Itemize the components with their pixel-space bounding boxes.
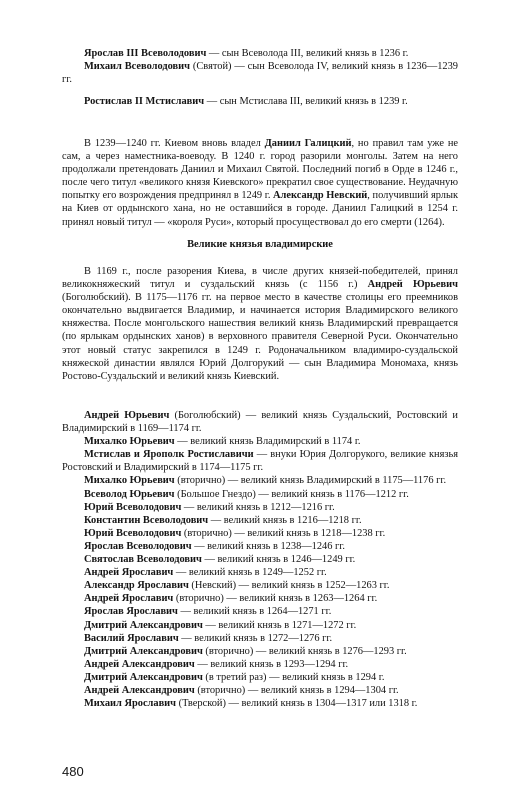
ruler-desc: — великий князь в 1212—1216 гг. [181,501,335,513]
ruler-desc: (Большое Гнездо) — великий князь в 1176—1212 гг. [174,488,409,500]
ruler-desc: (в третий раз) — великий князь в 1294 г. [202,671,385,683]
ruler-name: Василий Ярославич [84,632,179,644]
ruler-desc: — сын Мстислава III, великий князь в 1239 г. [204,96,408,108]
ruler-desc: — сын Всеволода III, великий князь в 1236 г. [206,48,409,59]
ruler-entry [62,448,458,474]
ruler-name: Михаил Ярославич [84,698,177,710]
ruler-name: Михалко Юрьевич [84,436,175,448]
ruler-name: Михалко Юрьевич [84,475,175,487]
ruler-entry [62,632,458,645]
ruler-desc: — великий князь в 1216—1218 гг. [208,514,362,526]
ruler-entry [62,579,458,592]
ruler-name: Дмитрий Александрович [84,671,203,683]
ruler-name: Александр Ярославич [84,580,189,592]
ruler-name: Константин Всеволодович [84,514,209,526]
ruler-desc: — великий князь Владимирский в 1174 г. [174,436,361,448]
section-heading: Великие князья владимирские [187,239,333,250]
ruler-entry [62,409,458,435]
ruler-desc: — великий князь в 1249—1252 гг. [173,567,327,579]
ruler-entry [62,684,458,697]
page-number: 480 [62,764,84,779]
entry-line [62,47,458,60]
ruler-entry [62,501,458,514]
entry-line [62,60,458,86]
text-run: (Боголюбский). В 1175—1176 гг. на первое место в качестве столицы его преемников окончательно выдвигается Владимир, и начинается история Владимирского великого княжества. После монгольского нашествия великий князь Владимирский превращается (по ярлыкам ордынских ханов) в верховного правителя Северной Руси. Окончательно этот новый статус закрепился в 1249 г. Родоначальником владимиро-суздальской княжеской династии являлся Юрий Долгорукий — сын Владимира Мономаха, князь Ростово-Суздальский и великий князь Киевский. [62,292,458,382]
ruler-desc: — великий князь в 1272—1276 гг. [178,632,333,644]
text-run: , но правил там уже не сам, а через наместника-воеводу. В 1240 г. город разорили монголы. Затем на него продолжали претендовать Даниил и Михаил Святой. Последний погиб в Орде в 1246 г., после чего титул «великого князя Киевского» прекратил свое существование. Неудачную попытку его возрождения предпринял в 1249 г. [62,138,459,202]
ruler-name: Дмитрий Александрович [84,645,203,657]
ruler-name: Ярослав Всеволодович [84,540,192,552]
ruler-name: Святослав Всеволодович [84,554,202,566]
ruler-entry [62,488,458,501]
ruler-entry [62,697,458,710]
ruler-desc: (Святой) — сын Всеволода IV, великий князь в 1236—1239 гг. [62,61,458,86]
ruler-entry [62,605,458,618]
entry-line [62,95,458,108]
ruler-entry [62,435,458,448]
ruler-entry [62,566,458,579]
text-run: , получивший ярлык на Киев от ордынского хана, но не оставшийся в городе. Даниил Галицкий в 1254 г. принял новый титул — «короля Руси», который просуществовал до его смерти (1264). [62,190,458,228]
ruler-entry [62,645,458,658]
top-entries [62,47,458,108]
text-run: В 1169 г., после разорения Киева, в числе других князей-победителей, принял великокняжеский титул и суздальский князь (с 1156 г.) [62,266,458,291]
ruler-entry [62,658,458,671]
ruler-desc: — великий князь в 1271—1272 гг. [202,619,357,631]
ruler-entry [62,619,458,632]
ruler-desc: (вторично) — великий князь в 1294—1304 гг. [194,684,399,696]
ruler-desc: (вторично) — великий князь Владимирский в 1175—1176 гг. [174,475,447,487]
ruler-entry [62,540,458,553]
ruler-desc: (вторично) — великий князь в 1276—1293 гг. [202,645,407,657]
paragraph-kiev [62,137,458,229]
ruler-entry [62,592,458,605]
ruler-name: Юрий Всеволодович [84,501,182,513]
ruler-desc: (Боголюбский) — великий князь Суздальский, Ростовский и Владимирский в 1169—1174 гг. [62,410,458,435]
ruler-desc: — великий князь в 1246—1249 гг. [201,554,356,566]
ruler-name: Ярослав III Всеволодович [84,48,207,59]
bold-name: Александр Невский [273,190,368,202]
ruler-desc: (Невский) — великий князь в 1252—1263 гг. [188,580,390,592]
text-run: В 1239—1240 гг. Киевом вновь владел [84,138,265,149]
ruler-entry [62,514,458,527]
ruler-name: Дмитрий Александрович [84,619,203,631]
ruler-name: Андрей Ярославич [84,567,174,579]
ruler-name: Ярослав Ярославич [84,606,178,618]
ruler-name: Андрей Александрович [84,684,195,696]
ruler-desc: (вторично) — великий князь в 1218—1238 гг. [181,527,386,539]
ruler-name: Михаил Всеволодович [84,61,191,73]
ruler-entry [62,474,458,487]
bold-name: Даниил Галицкий [264,138,352,149]
rulers-list [62,409,458,710]
ruler-name: Юрий Всеволодович [84,527,182,539]
paragraph-vladimir [62,265,458,383]
ruler-name: Ростислав II Мстиславич [84,96,205,108]
ruler-entry [62,527,458,540]
ruler-name: Андрей Юрьевич [84,410,170,421]
bold-name: Андрей Юрьевич [367,279,458,291]
ruler-desc: — великий князь в 1293—1294 гг. [194,658,349,670]
ruler-desc: (вторично) — великий князь в 1263—1264 гг. [173,593,378,605]
ruler-desc: — великий князь в 1238—1246 гг. [191,540,345,552]
ruler-entry [62,671,458,684]
ruler-desc: — великий князь в 1264—1271 гг. [177,606,332,618]
ruler-entry [62,553,458,566]
ruler-name: Мстислав и Ярополк Ростиславичи [84,449,254,461]
ruler-desc: — внуки Юрия Долгорукого, великие князья Ростовский и Владимирский в 1174—1175 гг. [62,449,458,474]
ruler-desc: (Тверской) — великий князь в 1304—1317 или 1318 г. [176,698,418,710]
ruler-name: Всеволод Юрьевич [84,488,175,500]
ruler-name: Андрей Александрович [84,658,195,670]
ruler-name: Андрей Ярославич [84,593,174,605]
